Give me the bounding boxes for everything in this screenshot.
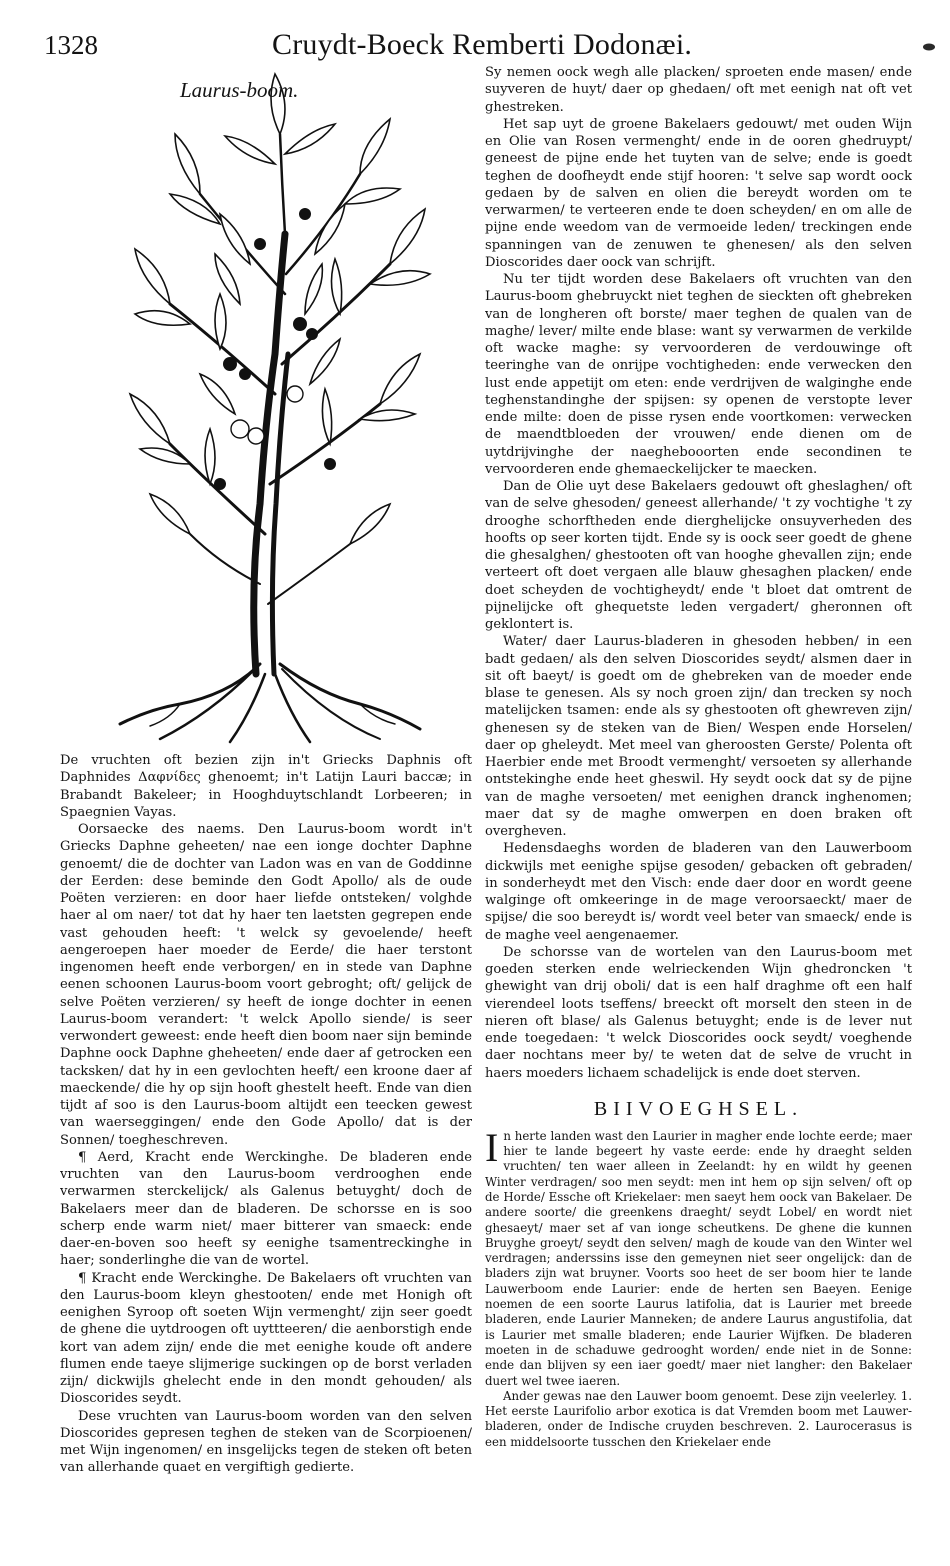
right-column-text xyxy=(485,64,912,1564)
virtues-paragraph: ¶ Kracht ende Werckinghe. De Bakelaers oft vruchten van den Laurus-boom kleyn ghestooten/ ende met Honigh oft eenighen Syroop oft soeten Wijn vermenght/ zijn seer goedt de ghene die uytdroogen oft uyttteeren/ die aenborstigh ende kort van adem zijn/ ende die met eenighe koude oft andere flumen ende taeye slijmerige suckingen op de borst verladen zijn/ dickwijls ghelecht ende in den mondt gehouden/ als Dioscorides seydt. xyxy=(60,1270,472,1407)
addendum-paragraph xyxy=(485,1124,912,1389)
root-bark-paragraph: De schorsse van de wortelen van den Laurus-boom met goeden sterken ende welrieckenden Wijn ghedroncken 't ghewight van drij oboli/ dat is een half draghme oft een half vierendeel loots tseffens/ breeckt oft morselt den steen in de nieren oft blase/ als Galenus betuyght; ende is de lever nut ende toegedaen: 't welck Dioscorides oock seydt/ voeghende daer nochtans meer by/ te weten dat de selve de vrucht in haers moeders lichaem schadelijck is ende doet sterven. xyxy=(485,944,912,1081)
section-heading: BIIVOEGHSEL. xyxy=(593,1097,804,1120)
laurel-tree-illustration xyxy=(60,64,490,744)
kitchen-paragraph: Hedensdaeghs worden de bladeren van den Lauwerboom dickwijls met eenighe spijse gesoden/ gebacken oft gebraden/ in sonderheydt met den Visch: ende daer door en wordt geene walginge oft omkeeringe in de mage veroorsaeckt/ maer de spijse/ die soo bereydt is/ wordt veel beter van smaeck/ ende is de maghe veel aengenaemer. xyxy=(485,841,912,943)
name-origin-paragraph: Oorsaecke des naems. Den Laurus-boom wordt in't Griecks Daphne geheeten/ nae een ionge dochter Daphne genoemt/ die de dochter van Ladon was en van de Goddinne der Eerden: dese beminde den Godt Apollo/ als de oude Poëten verzieren: en door haer liefde ontsteken/ volghde haer al om naer/ tot dat hy haer ten laetsten gegrepen ende vast gehouden heeft: 't welck sy gevoelende/ heeft aengeroepen haer moeder de Eerde/ die haer terstont ingenomen heeft ende verborgen/ en in stede van Daphne eenen schoonen Laurus-boom voort gebroght; oft/ gelijck de selve Poëten verzieren/ sy heeft de ionge dochter in eenen Laurus-boom verandert: 't welck Apollo siende/ is seer verwondert geweest: ende heeft dien boom naer sijn beminde Daphne oock Daphne gheheeten/ ende daer af getrocken een tacksken/ dat hy in een gevlochten heeft/ een kroone daer af maeckende/ die hy op sijn hooft ghestelt heeft. Ende van dien tijdt af soo is den Laurus-boom altijdt een teecken gewest van waerseggingen/ ende den Gode Apollo/ dat is der Sonnen/ toegheschreven. xyxy=(60,822,472,1148)
ink-speck xyxy=(922,42,936,52)
running-head: Cruydt-Boeck Remberti Dodonæi. xyxy=(272,28,693,61)
addendum-text: n herte landen wast den Laurier in magher ende lochte eerde; maer hier te lande begeert hy vaste eerde: ende hy draeght selden vruchten/ ten waer alleen in Zeelandt: hy en wildt hy geenen Winter verdragen/ soo men seydt: men int hem op sijn selven/ oft op de Horde/ Essche oft Kriekelaer: men saeyt hem oock van Bakelaer. De andere soorte/ die greenkens draeght/ seydt Lobel/ en wordt niet ghesaeyt/ maer set af van ionge scheutkens. De ghene die kunnen Bruyghe groeyt/ seydt den selven/ magh de koude van den Winter wel verdragen; anderssins isse den gemeynen niet seer ongelijck: dan de bladers zijn wat bruyner. Voorts soo heet de ser boom hier te lande Lauwerboom ende Laurier: ende de herten sen Baeyen. Eenige noemen de een soorte Laurus latifolia, dat is Laurier met breede bladeren, ende Laurier Manneken; de andere Laurus angustifolia, dat is Laurier met smalle bladeren; ende Laurier Wijfken. De bladeren moeten in de schaduwe gedrooght worden/ ende niet in de Sonne: ende dan blijven sy een iaer goedt/ maer niet langher: den Bakelaer duert wel twee iaeren. xyxy=(485,1128,912,1388)
left-column-text xyxy=(60,752,472,1542)
blemish-paragraph: Sy nemen oock wegh alle placken/ sproeten ende masen/ ende suyveren de huyt/ daer op ghedaen/ oft met eenigh nat oft vet ghestreken. xyxy=(485,65,912,115)
water-paragraph: Water/ daer Laurus-bladeren in ghesoden hebben/ in een badt gedaen/ als den selven Dioscorides seydt/ alsmen daer in sit oft baeyt/ is goedt om de ghebreken van de moeder ende blase te genesen. Als sy noch groen zijn/ dan trecken sy noch matelijcken tsamen: ende als sy ghestooten oft ghewreven zijn/ ghenesen sy de steken van de Bien/ Wespen ende Horselen/ daer op gheleydt. Met meel van gheroosten Gerste/ Polenta oft Haerbier ende met Broodt vermenght/ versoeten sy allerhande ontstekinghe ende heet gheswil. Hy seydt oock dat sy de pijne van de maghe versoeten/ met eenighen dranck inghenomen; maer dat sy de maghe omwerpen en doen braken oft overgheven. xyxy=(485,634,912,839)
page-number: 1328 xyxy=(44,30,98,60)
fruit-names-paragraph: De vruchten oft bezien zijn in't Griecks Daphnis oft Daphnides Δαφνίδες ghenoemt; in't Latijn Lauri baccæ; in Brabandt Bakeleer; in Hooghduytschlandt Lorbeeren; in Spaegnien Vayas. xyxy=(60,753,472,820)
juice-paragraph: Het sap uyt de groene Bakelaers gedouwt/ met ouden Wijn en Olie van Rosen vermenght/ ende in de ooren ghedruypt/ geneest de pijne ende het tuyten van de selve; ende is goedt teghen de doofheydt ende stijf hooren: 't selve sap wordt oock gedaen by de salven en olien die bereydt worden om te verwarmen/ te verteeren ende te doen scheyden/ en om alle de pijne ende weedom van de vermoeide leden/ treckingen ende spanningen van de zenuwen te ghenesen/ als den selven Dioscorides daer oock van schrijft. xyxy=(485,116,912,270)
plate-caption: Laurus-boom. xyxy=(180,78,299,102)
scorpion-paragraph: Dese vruchten van Laurus-boom worden van den selven Dioscorides gepresen teghen de steken van de Scorpioenen/ met Wijn ingenomen/ en insgelijcks tegen de steken oft beten van allerhande quaet en vergiftigh gedierte. xyxy=(60,1408,472,1476)
current-use-paragraph: Nu ter tijdt worden dese Bakelaers oft vruchten van den Laurus-boom ghebruyckt niet teghen de sieckten oft ghebreken van de longheren oft borste/ maer teghen de qualen van de maghe/ lever/ milte ende blase: want sy verwarmen de verkilde oft wacke maghe: sy vervoorderen de verdouwinge oft teeringhe van de onrijpe vochtigheden: ende verwecken den lust ende appetijt om eten: ende verdrijven de walginghe ende teghenstandinghe der spijsen: sy openen de verstopte lever ende milte: doen de pisse rysen ende voortkomen: verwecken de maendtbloeden der vrouwen/ ende dienen om de uytdrijvinghe der naeghebooorten ende secondinen te vervoorderen ende ghemaeckelijcker te maecken. xyxy=(485,272,912,477)
laurel-tree-woodcut xyxy=(60,64,490,744)
nature-paragraph: ¶ Aerd, Kracht ende Werckinghe. De bladeren ende vruchten van den Laurus-boom verdrooghen ende verwarmen sterckelijck/ als Galenus betuyght/ doch de Bakelaers meer dan de bladeren. De schorsse en is soo scherp ende warm niet/ maer bitterer van smaeck: ende daer-en-boven soo heeft sy eenighe tsamentreckinghe in haer; sonderlinghe die van de wortel. xyxy=(60,1149,472,1269)
oil-paragraph: Dan de Olie uyt dese Bakelaers gedouwt oft gheslaghen/ oft van de selve ghesoden/ geneest allerhande/ 't zy vochtighe 't zy drooghe schorftheden ende dierghelijcke onsuyverheden des hoofts op seer korten tijdt. Ende sy is oock seer goedt de ghene die ghesalghen/ ghestooten oft van hooghe ghevallen zijn; ende verteert oft doet vergaen alle blauw ghesaghen placken/ ende doet scheyden de vochtigheydt/ ende 't bloet dat omtrent de pijnelijcke oft ghequetste leden vergadert/ gheronnen oft geklontert is. xyxy=(485,479,912,632)
other-plants-paragraph: Ander gewas nae den Lauwer boom genoemt. Dese zijn veelerley. 1. Het eerste Laurifolio arbor exotica is dat Vremden boom met Lauwer-bladeren, onder de Indische cruyden beschreven. 2. Laurocerasus is een middelsoorte tusschen den Kriekelaer ende xyxy=(485,1388,912,1449)
drop-cap-initial: I xyxy=(485,1124,499,1170)
